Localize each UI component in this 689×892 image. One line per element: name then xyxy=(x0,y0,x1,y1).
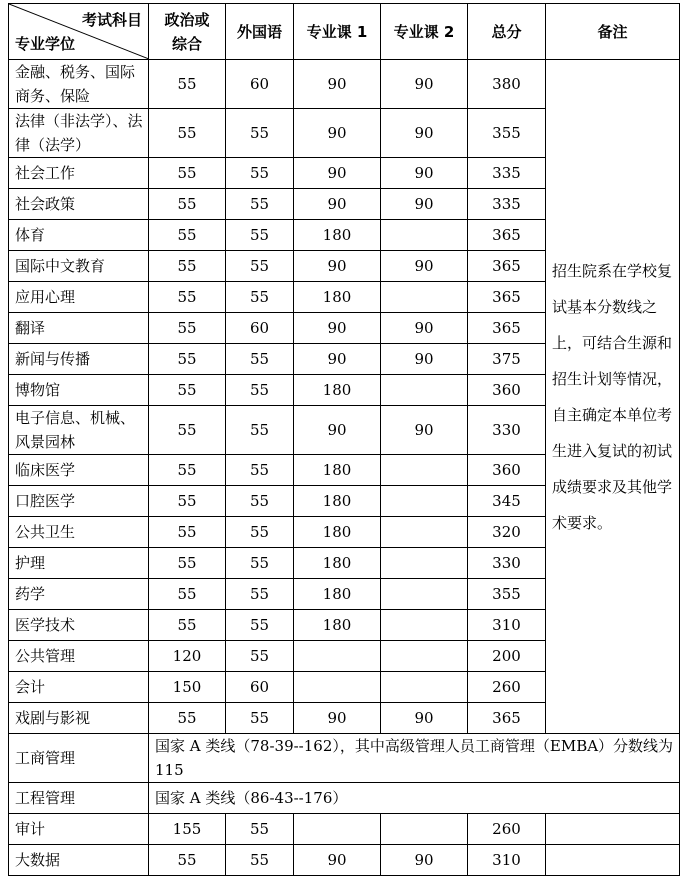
course1-cell: 90 xyxy=(294,406,381,455)
politics-cell: 55 xyxy=(149,703,226,734)
course1-cell: 180 xyxy=(294,220,381,251)
politics-cell: 55 xyxy=(149,189,226,220)
merged-note-cell: 国家 A 类线（86-43--176） xyxy=(149,783,680,814)
foreign-cell: 55 xyxy=(226,220,294,251)
course2-cell xyxy=(381,486,468,517)
course2-cell xyxy=(381,455,468,486)
corner-label-degree: 专业学位 xyxy=(15,35,76,53)
major-cell: 护理 xyxy=(9,548,149,579)
foreign-cell: 55 xyxy=(226,579,294,610)
major-cell: 社会政策 xyxy=(9,189,149,220)
major-cell: 临床医学 xyxy=(9,455,149,486)
score-table xyxy=(8,3,680,876)
course1-cell: 90 xyxy=(294,251,381,282)
total-cell: 365 xyxy=(468,313,546,344)
total-cell: 365 xyxy=(468,282,546,313)
header-course-1: 专业课 1 xyxy=(294,4,381,60)
politics-cell: 55 xyxy=(149,579,226,610)
course1-cell: 90 xyxy=(294,313,381,344)
course1-cell: 90 xyxy=(294,158,381,189)
foreign-cell: 55 xyxy=(226,344,294,375)
major-cell: 工商管理 xyxy=(9,734,149,783)
course2-cell: 90 xyxy=(381,845,468,876)
corner-header-cell xyxy=(9,4,149,60)
major-cell: 社会工作 xyxy=(9,158,149,189)
course2-cell xyxy=(381,375,468,406)
total-cell: 320 xyxy=(468,517,546,548)
foreign-cell: 60 xyxy=(226,672,294,703)
course2-cell: 90 xyxy=(381,109,468,158)
course2-cell xyxy=(381,641,468,672)
politics-cell: 55 xyxy=(149,375,226,406)
remark-cell: 招生院系在学校复试基本分数线之上，可结合生源和招生计划等情况，自主确定本单位考生进入复试的初试成绩要求及其他学术要求。 xyxy=(546,60,680,734)
course1-cell: 90 xyxy=(294,189,381,220)
course2-cell xyxy=(381,548,468,579)
politics-cell: 55 xyxy=(149,158,226,189)
major-cell: 戏剧与影视 xyxy=(9,703,149,734)
major-cell: 应用心理 xyxy=(9,282,149,313)
merged-note-cell: 国家 A 类线（78-39--162），其中高级管理人员工商管理（EMBA）分数线为 115 xyxy=(149,734,680,783)
total-cell: 335 xyxy=(468,158,546,189)
politics-cell: 55 xyxy=(149,220,226,251)
course2-cell: 90 xyxy=(381,344,468,375)
total-cell: 360 xyxy=(468,375,546,406)
course2-cell: 90 xyxy=(381,251,468,282)
major-cell: 口腔医学 xyxy=(9,486,149,517)
foreign-cell: 55 xyxy=(226,375,294,406)
total-cell: 200 xyxy=(468,641,546,672)
remark-empty-cell xyxy=(546,814,680,845)
major-cell: 审计 xyxy=(9,814,149,845)
major-cell: 体育 xyxy=(9,220,149,251)
header-course-2: 专业课 2 xyxy=(381,4,468,60)
table-row-merged xyxy=(9,734,680,783)
total-cell: 335 xyxy=(468,189,546,220)
foreign-cell: 55 xyxy=(226,814,294,845)
major-cell: 工程管理 xyxy=(9,783,149,814)
foreign-cell: 55 xyxy=(226,845,294,876)
foreign-cell: 55 xyxy=(226,109,294,158)
foreign-cell: 60 xyxy=(226,60,294,109)
politics-cell: 55 xyxy=(149,406,226,455)
course1-cell: 180 xyxy=(294,455,381,486)
course1-cell: 180 xyxy=(294,548,381,579)
table-row xyxy=(9,60,680,109)
table-row xyxy=(9,845,680,876)
politics-cell: 55 xyxy=(149,610,226,641)
course1-cell: 180 xyxy=(294,282,381,313)
course2-cell: 90 xyxy=(381,158,468,189)
course2-cell: 90 xyxy=(381,703,468,734)
foreign-cell: 55 xyxy=(226,641,294,672)
major-cell: 公共卫生 xyxy=(9,517,149,548)
foreign-cell: 55 xyxy=(226,455,294,486)
header-foreign-language: 外国语 xyxy=(226,4,294,60)
politics-cell: 55 xyxy=(149,251,226,282)
foreign-cell: 55 xyxy=(226,251,294,282)
course1-cell: 180 xyxy=(294,610,381,641)
politics-cell: 55 xyxy=(149,60,226,109)
total-cell: 330 xyxy=(468,406,546,455)
total-cell: 375 xyxy=(468,344,546,375)
course2-cell xyxy=(381,579,468,610)
total-cell: 365 xyxy=(468,703,546,734)
course2-cell: 90 xyxy=(381,189,468,220)
major-cell: 药学 xyxy=(9,579,149,610)
foreign-cell: 55 xyxy=(226,548,294,579)
major-cell: 金融、税务、国际商务、保险 xyxy=(9,60,149,109)
course1-cell: 90 xyxy=(294,703,381,734)
politics-cell: 55 xyxy=(149,845,226,876)
header-row xyxy=(9,4,680,60)
total-cell: 355 xyxy=(468,109,546,158)
politics-cell: 155 xyxy=(149,814,226,845)
header-remark: 备注 xyxy=(546,4,680,60)
course1-cell: 180 xyxy=(294,517,381,548)
major-cell: 大数据 xyxy=(9,845,149,876)
course1-cell: 90 xyxy=(294,109,381,158)
major-cell: 会计 xyxy=(9,672,149,703)
total-cell: 345 xyxy=(468,486,546,517)
foreign-cell: 55 xyxy=(226,158,294,189)
total-cell: 365 xyxy=(468,251,546,282)
course2-cell xyxy=(381,672,468,703)
course2-cell: 90 xyxy=(381,313,468,344)
remark-empty-cell xyxy=(546,845,680,876)
course2-cell xyxy=(381,610,468,641)
course1-cell: 180 xyxy=(294,579,381,610)
major-cell: 医学技术 xyxy=(9,610,149,641)
major-cell: 新闻与传播 xyxy=(9,344,149,375)
foreign-cell: 55 xyxy=(226,282,294,313)
course1-cell xyxy=(294,672,381,703)
politics-cell: 55 xyxy=(149,455,226,486)
table-body xyxy=(9,60,680,876)
politics-cell: 120 xyxy=(149,641,226,672)
politics-cell: 55 xyxy=(149,109,226,158)
total-cell: 260 xyxy=(468,672,546,703)
major-cell: 电子信息、机械、风景园林 xyxy=(9,406,149,455)
total-cell: 310 xyxy=(468,845,546,876)
course2-cell: 90 xyxy=(381,60,468,109)
header-politics: 政治或综合 xyxy=(149,4,226,60)
table-row-merged xyxy=(9,783,680,814)
politics-cell: 55 xyxy=(149,517,226,548)
politics-cell: 55 xyxy=(149,548,226,579)
foreign-cell: 55 xyxy=(226,517,294,548)
course1-cell: 90 xyxy=(294,60,381,109)
foreign-cell: 55 xyxy=(226,610,294,641)
major-cell: 公共管理 xyxy=(9,641,149,672)
politics-cell: 55 xyxy=(149,344,226,375)
total-cell: 360 xyxy=(468,455,546,486)
course2-cell xyxy=(381,517,468,548)
course1-cell: 180 xyxy=(294,486,381,517)
foreign-cell: 60 xyxy=(226,313,294,344)
politics-cell: 150 xyxy=(149,672,226,703)
header-total: 总分 xyxy=(468,4,546,60)
politics-cell: 55 xyxy=(149,486,226,517)
course2-cell: 90 xyxy=(381,406,468,455)
foreign-cell: 55 xyxy=(226,703,294,734)
foreign-cell: 55 xyxy=(226,406,294,455)
foreign-cell: 55 xyxy=(226,189,294,220)
course1-cell: 90 xyxy=(294,845,381,876)
total-cell: 380 xyxy=(468,60,546,109)
course1-cell: 90 xyxy=(294,344,381,375)
course1-cell: 180 xyxy=(294,375,381,406)
major-cell: 博物馆 xyxy=(9,375,149,406)
total-cell: 330 xyxy=(468,548,546,579)
course2-cell xyxy=(381,220,468,251)
major-cell: 翻译 xyxy=(9,313,149,344)
course1-cell xyxy=(294,641,381,672)
table-row xyxy=(9,814,680,845)
politics-cell: 55 xyxy=(149,313,226,344)
politics-cell: 55 xyxy=(149,282,226,313)
total-cell: 365 xyxy=(468,220,546,251)
course2-cell xyxy=(381,282,468,313)
foreign-cell: 55 xyxy=(226,486,294,517)
corner-label-subjects: 考试科目 xyxy=(81,11,142,29)
major-cell: 法律（非法学）、法律（法学） xyxy=(9,109,149,158)
major-cell: 国际中文教育 xyxy=(9,251,149,282)
course2-cell xyxy=(381,814,468,845)
total-cell: 355 xyxy=(468,579,546,610)
total-cell: 260 xyxy=(468,814,546,845)
course1-cell xyxy=(294,814,381,845)
total-cell: 310 xyxy=(468,610,546,641)
